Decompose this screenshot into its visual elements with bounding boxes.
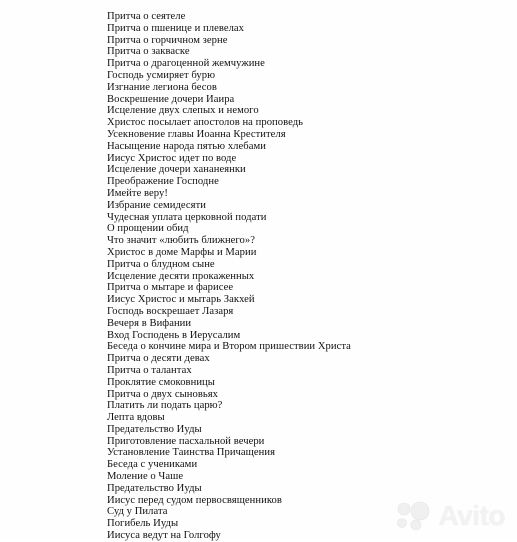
list-item: Притча о закваске	[107, 46, 190, 58]
list-item: Воскрешение дочери Иаира	[107, 93, 235, 105]
list-item: Избрание семидесяти	[107, 199, 206, 211]
list-item: Притча о пшенице и плевелах	[107, 22, 245, 34]
list-item: Господь воскрешает Лазаря	[107, 305, 234, 317]
list-item: Притча о горчичном зерне	[107, 34, 228, 46]
list-item: Моление о Чаше	[107, 471, 184, 483]
list-item: Приготовление пасхальной вечери	[107, 435, 265, 447]
avito-logo-icon	[394, 501, 434, 531]
list-item: Притча о талантах	[107, 364, 192, 376]
list-item: Чудесная уплата церковной подати	[107, 211, 267, 223]
list-item: Христос посылает апостолов на проповедь	[107, 117, 304, 129]
list-item: Притча о десяти девах	[107, 353, 210, 365]
list-item: Проклятие смоковницы	[107, 376, 215, 388]
list-item: Исцеление двух слепых и немого	[107, 105, 259, 117]
list-item: Насыщение народа пятью хлебами	[107, 140, 266, 152]
list-item: Притча о мытаре и фарисее	[107, 282, 234, 294]
list-item: Господь усмиряет бурю	[107, 69, 216, 81]
contents-list	[107, 11, 351, 542]
list-item: Исцеление дочери хананеянки	[107, 164, 246, 176]
list-item: Предательство Иуды	[107, 482, 202, 494]
list-item: Что значит «любить ближнего»?	[107, 235, 255, 247]
list-item: Иисус перед судом первосвященников	[107, 494, 282, 506]
avito-watermark	[394, 500, 505, 532]
list-item: Платить ли подать царю?	[107, 400, 223, 412]
list-item: Иисус Христос и мытарь Закхей	[107, 294, 255, 306]
list-item: Имейте веру!	[107, 187, 168, 199]
list-item: Усекновение главы Иоанна Крестителя	[107, 128, 286, 140]
list-item: Христос в доме Марфы и Марии	[107, 246, 257, 258]
list-item: Преображение Господне	[107, 176, 219, 188]
list-item: Предательство Иуды	[107, 423, 202, 435]
list-item: Суд у Пилата	[107, 506, 168, 518]
list-item: Беседа о кончине мира и Втором пришествии Христа	[107, 341, 351, 353]
watermark-text: Avito	[438, 500, 505, 531]
list-item: Притча о сеятеле	[107, 11, 186, 22]
list-item: Притча о блудном сыне	[107, 258, 215, 270]
list-item: Вечеря в Вифании	[107, 317, 192, 329]
list-item: Иисус Христос идет по воде	[107, 152, 237, 164]
list-item: Вход Господень в Иерусалим	[107, 329, 241, 341]
list-item: Погибель Иуды	[107, 518, 179, 530]
list-item: Беседа с учениками	[107, 459, 198, 471]
list-item: Изгнание легиона бесов	[107, 81, 217, 93]
list-item: Исцеление десяти прокаженных	[107, 270, 255, 282]
list-item: Установление Таинства Причащения	[107, 447, 276, 459]
list-item: Притча о двух сыновьях	[107, 388, 219, 400]
list-item: Иисуса ведут на Голгофу	[107, 530, 221, 542]
list-item: Лепта вдовы	[107, 412, 165, 424]
list-item: О прощении обид	[107, 223, 189, 235]
list-item: Притча о драгоценной жемчужине	[107, 58, 265, 70]
